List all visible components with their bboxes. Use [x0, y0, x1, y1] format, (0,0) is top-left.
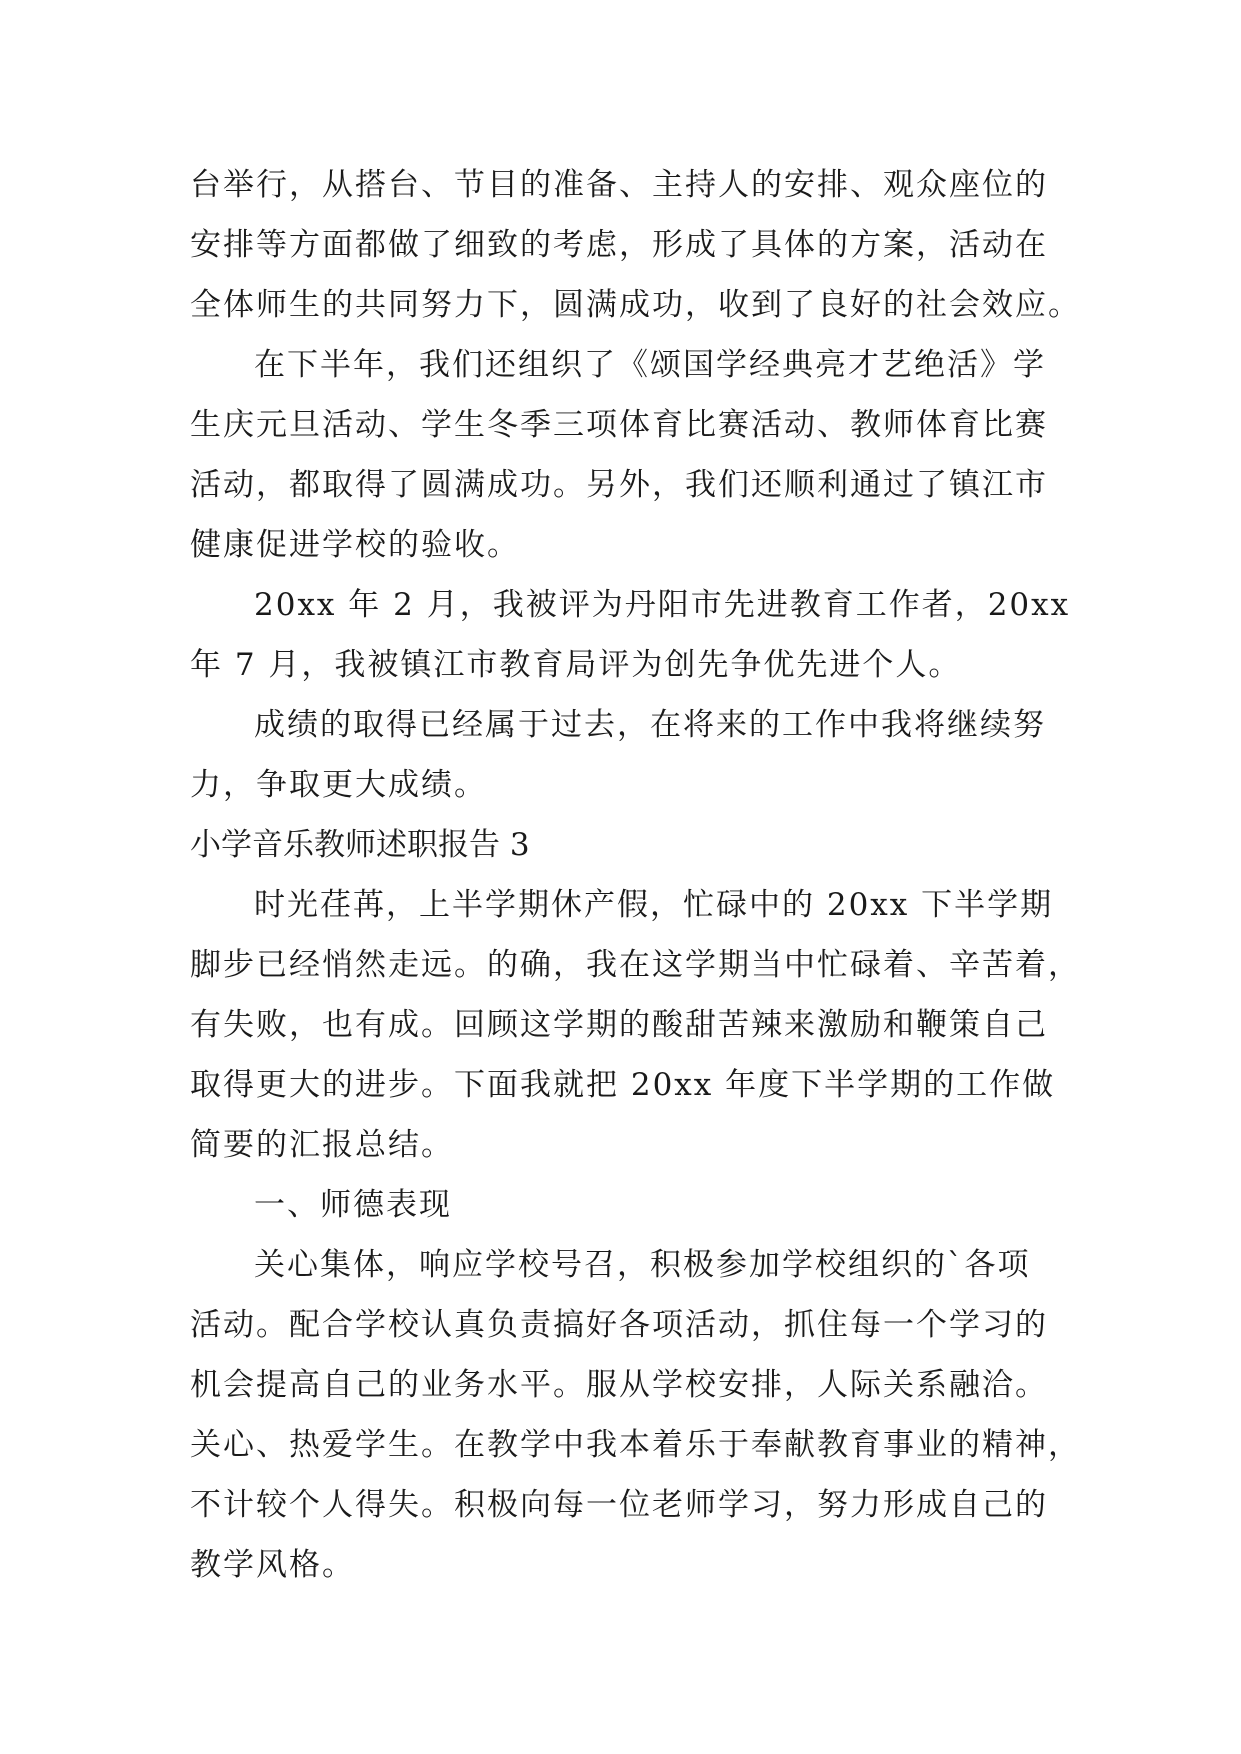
section-title: 小学音乐教师述职报告 3 [190, 827, 530, 863]
text-line: 活动，都取得了圆满成功。另外，我们还顺利通过了镇江市 [190, 467, 1048, 503]
text-line: 健康促进学校的验收。 [190, 527, 520, 563]
text-line: 教学风格。 [190, 1547, 355, 1583]
text-line: 活动。配合学校认真负责搞好各项活动，抓住每一个学习的 [190, 1307, 1048, 1343]
text-line: 机会提高自己的业务水平。服从学校安排，人际关系融洽。 [190, 1367, 1048, 1403]
paragraph-first-line: 关心集体，响应学校号召，积极参加学校组织的`各项 [254, 1247, 1031, 1283]
text-line: 关心、热爱学生。在教学中我本着乐于奉献教育事业的精神， [190, 1427, 1081, 1463]
text-line: 安排等方面都做了细致的考虑，形成了具体的方案，活动在 [190, 227, 1048, 263]
text-line: 不计较个人得失。积极向每一位老师学习，努力形成自己的 [190, 1487, 1048, 1523]
paragraph-first-line: 20xx 年 2 月，我被评为丹阳市先进教育工作者，20xx [254, 587, 1071, 623]
text-line: 生庆元旦活动、学生冬季三项体育比赛活动、教师体育比赛 [190, 407, 1048, 443]
document-body [190, 155, 1081, 1595]
text-line: 台举行，从搭台、节目的准备、主持人的安排、观众座位的 [190, 167, 1048, 203]
subsection-heading: 一、师德表现 [254, 1187, 452, 1223]
text-line: 脚步已经悄然走远。的确，我在这学期当中忙碌着、辛苦着， [190, 947, 1081, 983]
paragraph-first-line: 时光荏苒，上半学期休产假，忙碌中的 20xx 下半学期 [254, 887, 1054, 923]
paragraph-first-line: 在下半年，我们还组织了《颂国学经典亮才艺绝活》学 [254, 347, 1046, 383]
text-line: 年 7 月，我被镇江市教育局评为创先争优先进个人。 [190, 647, 962, 683]
text-line: 有失败，也有成。回顾这学期的酸甜苦辣来激励和鞭策自己 [190, 1007, 1048, 1043]
text-line: 简要的汇报总结。 [190, 1127, 454, 1163]
text-line: 取得更大的进步。下面我就把 20xx 年度下半学期的工作做 [190, 1067, 1056, 1103]
paragraph-first-line: 成绩的取得已经属于过去，在将来的工作中我将继续努 [254, 707, 1046, 743]
text-line: 力，争取更大成绩。 [190, 767, 487, 803]
text-line: 全体师生的共同努力下，圆满成功，收到了良好的社会效应。 [190, 287, 1081, 323]
